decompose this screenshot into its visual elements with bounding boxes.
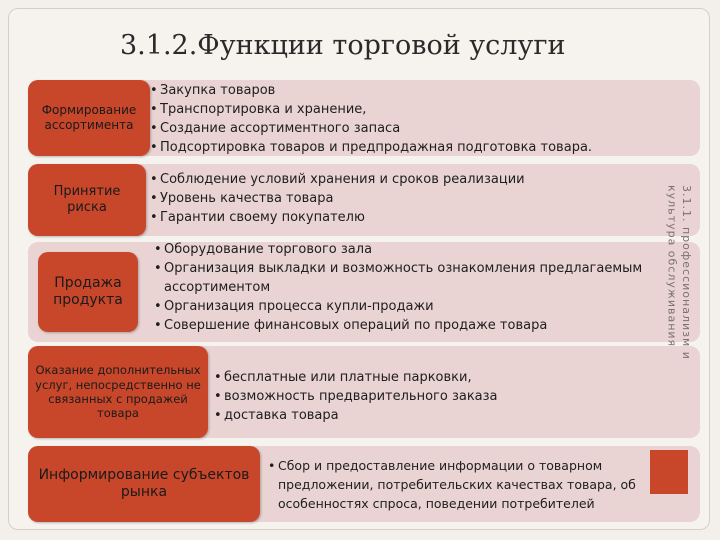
label-sale: Продажа продукта [38, 252, 138, 332]
list-informing [268, 456, 644, 513]
slide-title: 3.1.2.Функции торговой услуги [120, 30, 566, 61]
list-item: • Подсортировка товаров и предпродажная подготовка товара. [150, 138, 690, 157]
list-item: • Создание ассортиментного запаса [150, 119, 690, 138]
list-item: • Транспортировка и хранение, [150, 100, 690, 119]
list-item: • Закупка товаров [150, 81, 690, 100]
list-item: • Уровень качества товара [150, 189, 660, 208]
label-informing: Информирование субъектов рынка [28, 446, 260, 522]
list-item: • Организация выкладки и возможность ознакомления предлагаемым ассортиментом [154, 259, 654, 297]
page-badge [650, 450, 688, 494]
side-vertical-caption: 3.1.1. профессионализм и культура обслуживания [665, 185, 693, 360]
list-item: • Организация процесса купли-продажи [154, 297, 654, 316]
label-risk: Принятие риска [28, 164, 146, 236]
list-sale [154, 240, 654, 335]
label-assortment: Формирование ассортимента [28, 80, 150, 156]
list-item: • Соблюдение условий хранения и сроков реализации [150, 170, 660, 189]
list-risk [150, 170, 660, 227]
list-item: • Оборудование торгового зала [154, 240, 654, 259]
list-item: • Сбор и предоставление информации о товарном предложении, потребительских качествах товара, об особенностях спроса, поведении потребителей [268, 456, 644, 513]
list-item: • бесплатные или платные парковки, [214, 368, 654, 387]
list-item: • Гарантии своему покупателю [150, 208, 660, 227]
label-extra-services: Оказание дополнительных услуг, непосредственно не связанных с продажей товара [28, 346, 208, 438]
list-item: • возможность предварительного заказа [214, 387, 654, 406]
list-item: • доставка товара [214, 406, 654, 425]
list-item: • Совершение финансовых операций по продаже товара [154, 316, 654, 335]
list-extra-services [214, 368, 654, 425]
list-assortment [150, 81, 690, 157]
